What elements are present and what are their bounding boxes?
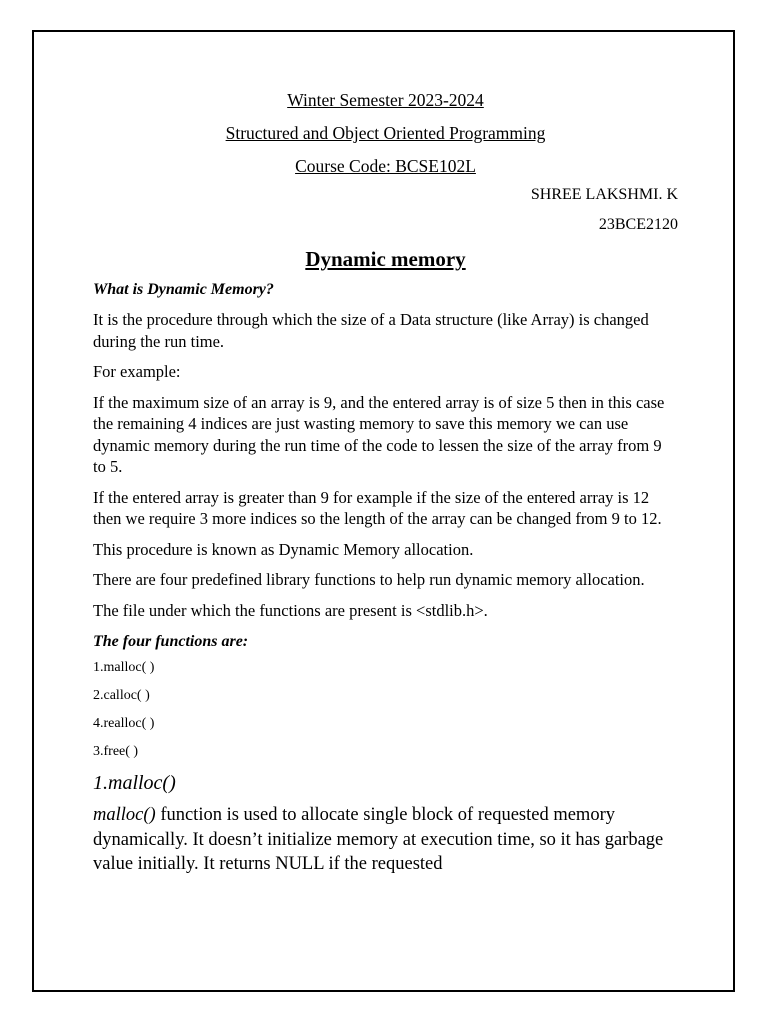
malloc-function-name: malloc() bbox=[93, 805, 156, 825]
course-title: Structured and Object Oriented Programming bbox=[225, 123, 546, 143]
paragraph-procedure-name: This procedure is known as Dynamic Memory allocation. bbox=[93, 539, 474, 559]
semester-title: Winter Semester 2023-2024 bbox=[287, 90, 484, 110]
author-name: SHREE LAKSHMI. K bbox=[530, 186, 678, 203]
course-code: Course Code: BCSE102L bbox=[295, 156, 476, 176]
document-content bbox=[93, 88, 678, 877]
author-id: 23BCE2120 bbox=[598, 216, 678, 233]
malloc-description-text: function is used to allocate single block of requested memory dynamically. It doesn’t initialize memory at execution time, so it has garbage value initially. It returns NULL if the requested bbox=[93, 805, 664, 874]
malloc-heading: 1.malloc() bbox=[93, 772, 176, 794]
malloc-description bbox=[93, 803, 678, 877]
functions-list bbox=[93, 658, 678, 762]
paragraph-library-functions: There are four predefined library functions to help run dynamic memory allocation. bbox=[93, 570, 645, 589]
list-item: 4.realloc( ) bbox=[93, 716, 155, 731]
paragraph-example-grow: If the entered array is greater than 9 for example if the size of the entered array is 12 then we require 3 more indices so the length of the array can be changed from 9 to 12. bbox=[93, 487, 662, 528]
functions-heading: The four functions are: bbox=[93, 633, 249, 650]
section-title: Dynamic memory bbox=[305, 247, 466, 271]
paragraph-definition: It is the procedure through which the size of a Data structure (like Array) is changed during the run time. bbox=[93, 310, 649, 351]
question-heading: What is Dynamic Memory? bbox=[93, 281, 274, 298]
paragraph-example-shrink: If the maximum size of an array is 9, and the entered array is of size 5 then in this case the remaining 4 indices are just wasting memory to save this memory we can use dynamic memory during the run time of the code to lessen the size of the array from 9 to 5. bbox=[93, 392, 665, 476]
list-item: 1.malloc( ) bbox=[93, 660, 155, 675]
list-item: 3.free( ) bbox=[93, 744, 139, 759]
paragraph-example-label: For example: bbox=[93, 362, 181, 381]
paragraph-header-file: The file under which the functions are present is <stdlib.h>. bbox=[93, 600, 488, 620]
list-item: 2.calloc( ) bbox=[93, 688, 150, 703]
